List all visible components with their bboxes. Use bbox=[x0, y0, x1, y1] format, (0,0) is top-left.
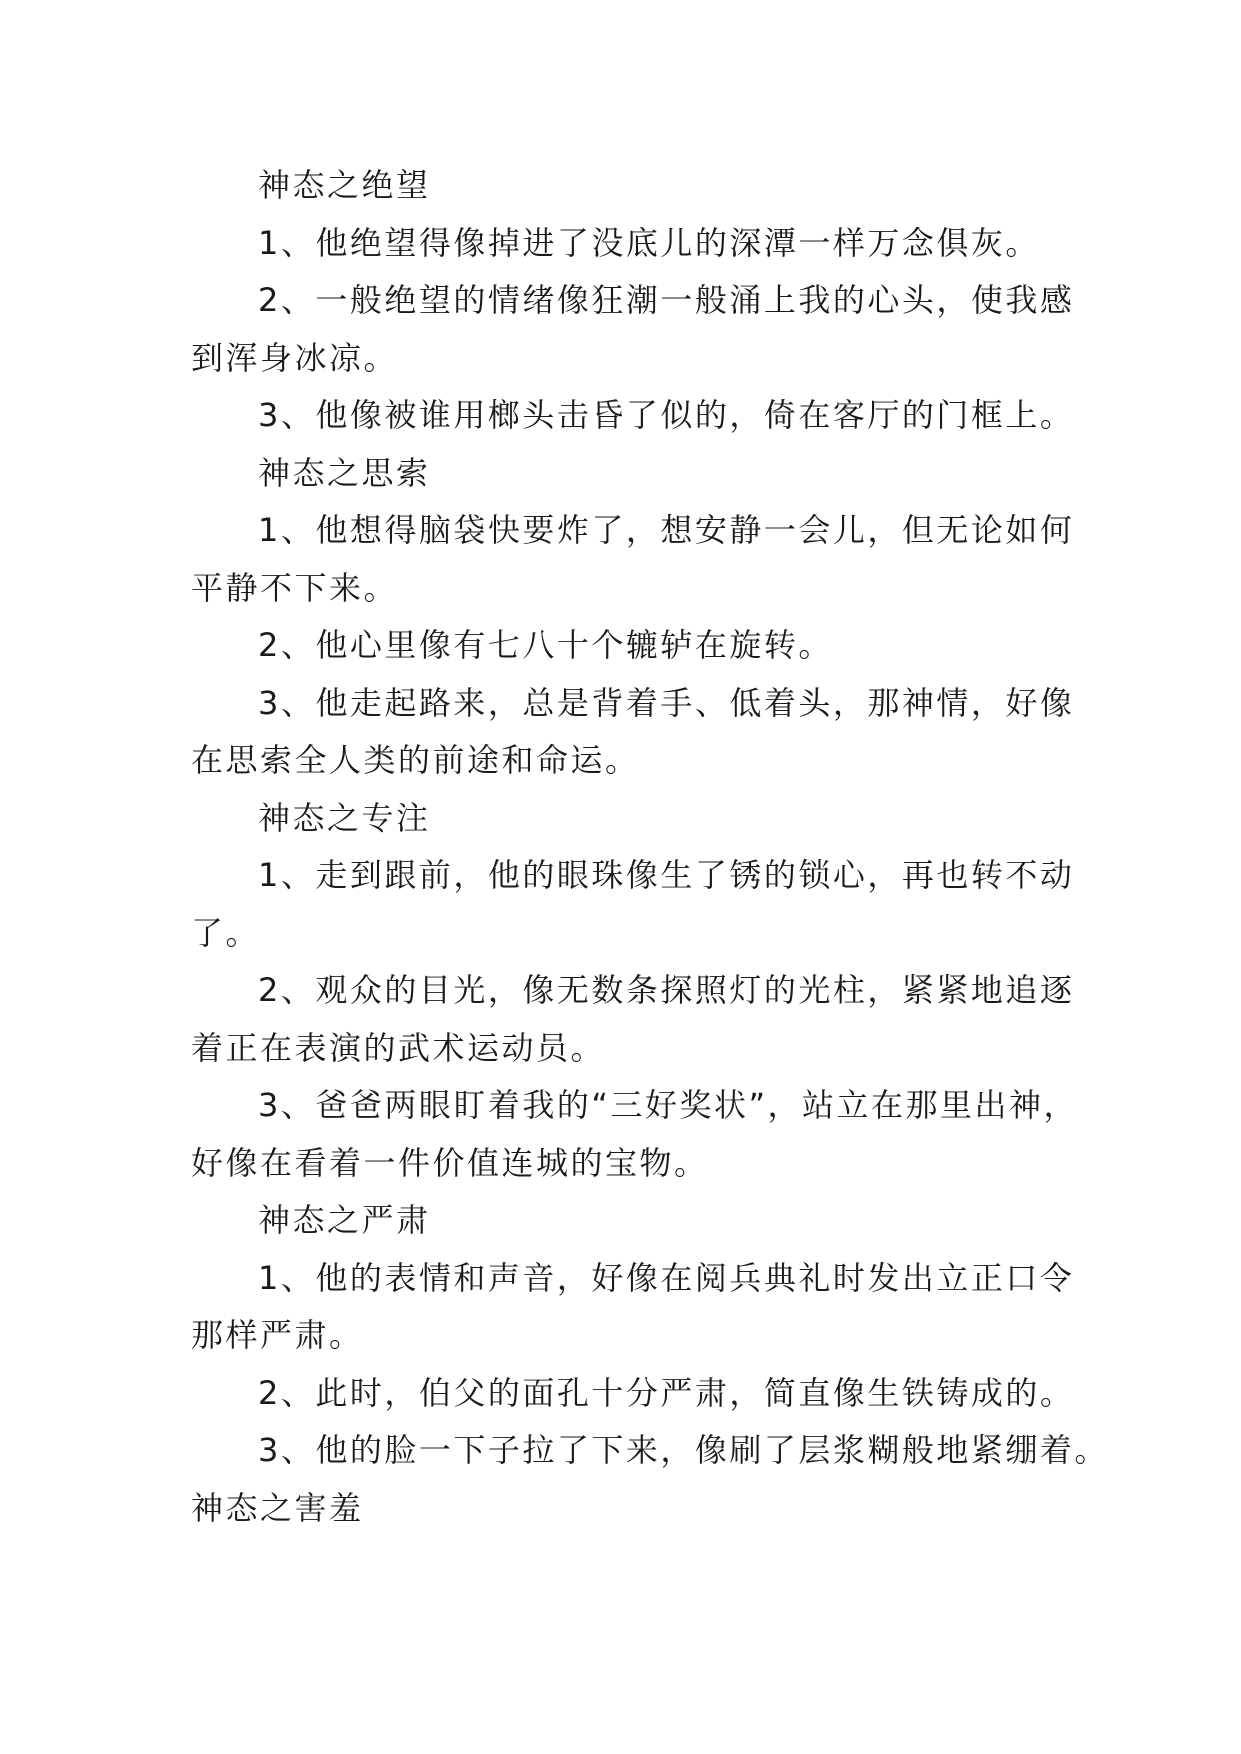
paragraph-line: 2、观众的目光，像无数条探照灯的光柱，紧紧地追逐 bbox=[258, 971, 1075, 1009]
paragraph-line: 到浑身冰凉。 bbox=[191, 339, 399, 377]
paragraph-line: 1、他绝望得像掉进了没底儿的深潭一样万念俱灰。 bbox=[258, 224, 1040, 262]
paragraph-line: 了。 bbox=[191, 914, 261, 952]
paragraph-line: 平静不下来。 bbox=[191, 569, 399, 607]
paragraph-line: 2、此时，伯父的面孔十分严肃，简直像生铁铸成的。 bbox=[258, 1374, 1075, 1412]
paragraph-line: 2、一般绝望的情绪像狂潮一般涌上我的心头，使我感 bbox=[258, 281, 1075, 319]
section-heading: 神态之思索 bbox=[258, 454, 431, 492]
paragraph-line: 2、他心里像有七八十个辘轳在旋转。 bbox=[258, 626, 833, 664]
section-heading: 神态之严肃 bbox=[258, 1201, 431, 1239]
paragraph-line: 3、爸爸两眼盯着我的“三好奖状”，站立在那里出神， bbox=[258, 1086, 1079, 1124]
paragraph-line: 那样严肃。 bbox=[191, 1316, 364, 1354]
paragraph-line: 1、他的表情和声音，好像在阅兵典礼时发出立正口令 bbox=[258, 1259, 1075, 1297]
paragraph-line: 着正在表演的武术运动员。 bbox=[191, 1029, 606, 1067]
paragraph-line: 1、走到跟前，他的眼珠像生了锈的锁心，再也转不动 bbox=[258, 856, 1075, 894]
paragraph-line: 好像在看着一件价值连城的宝物。 bbox=[191, 1144, 709, 1182]
paragraph-line: 3、他像被谁用榔头击昏了似的，倚在客厅的门框上。 bbox=[258, 396, 1075, 434]
paragraph-line: 3、他的脸一下子拉了下来，像刷了层浆糊般地紧绷着。 bbox=[258, 1431, 1109, 1469]
section-heading: 神态之害羞 bbox=[191, 1489, 364, 1527]
paragraph-line: 在思索全人类的前途和命运。 bbox=[191, 741, 640, 779]
section-heading: 神态之专注 bbox=[258, 799, 431, 837]
paragraph-line: 1、他想得脑袋快要炸了，想安静一会儿，但无论如何 bbox=[258, 511, 1075, 549]
paragraph-line: 3、他走起路来，总是背着手、低着头，那神情，好像 bbox=[258, 684, 1075, 722]
section-heading: 神态之绝望 bbox=[258, 166, 431, 204]
